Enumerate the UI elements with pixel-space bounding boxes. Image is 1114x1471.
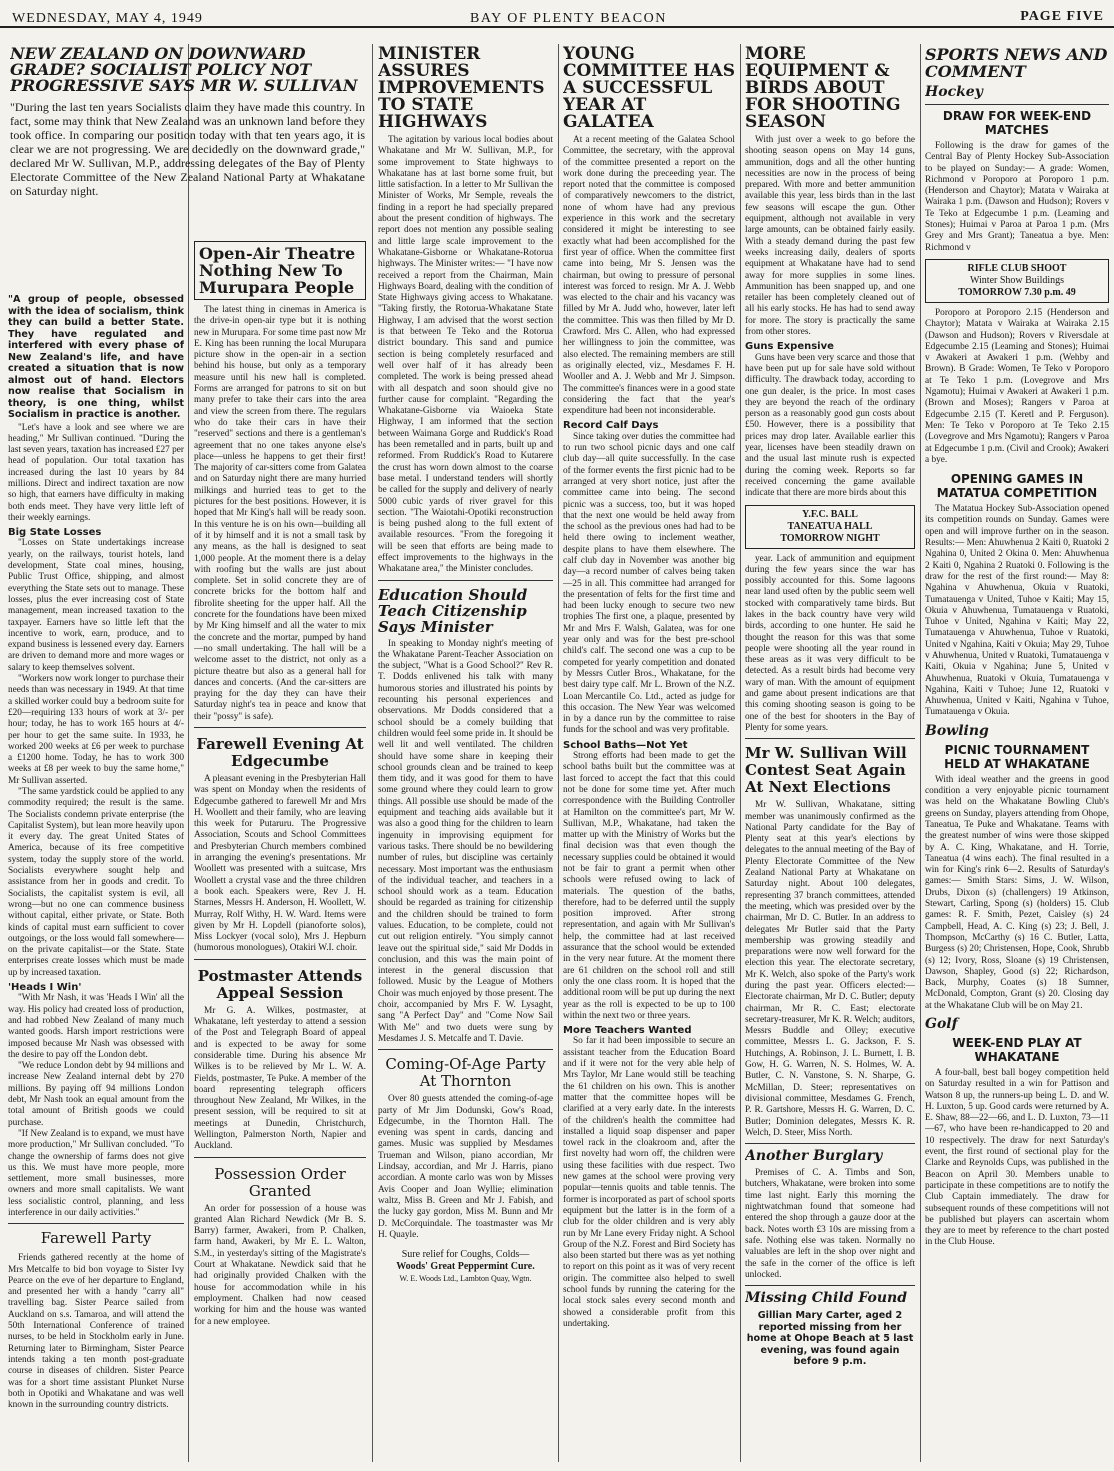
article-paragraph: Poroporo at Poroporo 2.15 (Henderson and Chaytor); Matata v Wairaka at Wairaka 2.15 (Dawson and Hudson); Rovers v Riversdale at Edgecumbe 2.15 (Leaming and Stones); Huimai v Awakeri at Awakeri 1 p.m. (Wehby and Brown). B Grade: Women, Te Teko v Poroporo at Te Teko 1 p.m. (Lovegrove and Mrs Ngamotu); Huimai v Awakeri at Awakeri 1 p.m. (Brown and Moses); Rangers v Paroa at Edgecumbe 2.15 (T. Keretl and P. Ferguson). Men: Te Teko v Poroporo at Te Teko 2.15 (Lovegrove and Mrs Ngamotu); Rangers v Paroa at Edgecumbe 1 p.m. (Civil and Crook); Awakeri a bye. — [925, 307, 1109, 465]
article-paragraph: Premises of C. A. Timbs and Son, butchers, Whakatane, were broken into some time last night. Early this morning the nightwatchman found that someone had entered the shop through a gauze door at the back. Notes worth £3 10s are missing from a safe. Nothing else was taken. Normally no valuables are left in the shop over night and the safe in the corner of the office is left unlocked. — [745, 1168, 915, 1280]
column-rule — [740, 44, 741, 1462]
divider — [378, 580, 553, 581]
ad-line: TOMORROW 7.30 p.m. — [958, 286, 1064, 298]
article-paragraph: Friends gathered recently at the home of Mrs Metcalfe to bid bon voyage to Sister Ivy Pearce on the eve of her departure to England, and presented her with a handy "carry all" travelling bag. Sister Pearce sailed from Auckland on s.s. Tamaroa, and will attend the 50th International Conference of trained nurses, to be held in Stockholm early in June. Returning later to Birmingham, Sister Pearce intends taking a ten month post-graduate course in diseases of children. Sister Pearce was for a short time assistant Plunket Nurse both in Opotiki and Whakatane and was well known in the surrounding country districts. — [8, 1253, 184, 1411]
subheading: 'Heads I Win' — [8, 982, 82, 994]
farewell-party-headline: Farewell Party — [40, 1229, 152, 1248]
divider — [194, 1157, 366, 1158]
postmaster-headline: Postmaster Attends Appeal Session — [197, 966, 363, 1002]
article-paragraph: In speaking to Monday night's meeting of the Whakatane Parent-Teacher Association on the subject, "What is a Good School?" Rev R. T. Dodds enlivened his talk with many humorous stories and illustrated his points by recounting his personal experiences and observations. Mr Dodds considered that a school should be a comely building that children would feel some pride in. It should be well lit and well ventilated. The children should have some share in keeping their school grounds clean and be trained to keep them tidy, and it was good for them to have some ground where they could learn to grow things. All possible use should be made of the equipment and teaching aids available but it was also a good thing for the children to learn ingenuity in improvising equipment for various tasks. There should be no bewildering number of rules, but discipline was certainly necessary. Most important was the enthusiasm of the individual teacher, and teachers in a school should work as a team. Education should be regarded as training for citizenship and the children should be trained to form values. Education, to be complete, could not cut out religion entirely. "You simply cannot leave out the spiritual side," said Mr Dodds in conclusion, and this was the main point of interest in the general discussion that followed. Music by the League of Mothers Choir was much enjoyed by those present. The choir, accompanied by Mrs F. W. Lysaght, sang "A Perfect Day" and "Come Now Sail With Me" and two duets were sung by Mesdames J. S. Metcalfe and T. Davie. — [378, 638, 553, 1044]
ad-line: Winter Show Buildings — [969, 274, 1065, 286]
subheading: Big State Losses — [8, 527, 102, 539]
rifle-advertisement — [925, 259, 1109, 303]
ad-line: TANEATUA HALL — [787, 520, 873, 532]
article-paragraph: So far it had been impossible to secure an assistant teacher from the Education Board and if it were not for the very able help of Mrs Taylor, Mr Lane would still be teaching the 61 children on his own. This is another matter that the committee hopes will be clarified at a very early date. In the interests of the children's health the committee had installed a liquid soap dispenser and paper towel rack in the cloakroom and, after the first novelty had worn off, the children were using these facilities with due respect. Two new games at the school were proving very popular—tennis quoits and table tennis. The former is incorporated as part of school sports equipment but the latter is in the form of a club for the older children and is very ably run by Mr Lane every Friday night. A School Group of the N.Z. Forest and Bird Society has also been started but there was as yet nothing to report on this point as it was of very recent origin. The committee also helped to swell school funds by running the catering for the local stock sales every second month and showed a considerable profit from this undertaking. — [563, 1036, 735, 1329]
column-5 — [745, 46, 915, 1466]
column-1-body — [8, 294, 184, 1466]
subheading: More Teachers Wanted — [563, 1025, 692, 1037]
column-3 — [378, 46, 553, 1466]
column-2 — [194, 236, 366, 1466]
education-headline: Education Should Teach Citizenship Says Minister — [378, 585, 528, 636]
draw-headline: DRAW FOR WEEK-END MATCHES — [942, 109, 1092, 137]
sports-section-title: SPORTS NEWS AND COMMENT — [925, 46, 1108, 81]
ball-advertisement — [745, 505, 915, 549]
highways-headline: MINISTER ASSURES IMPROVEMENTS TO STATE HIGHWAYS — [378, 46, 545, 132]
ad-line: Sure relief for Coughs, Colds— — [401, 1249, 530, 1261]
advertisement — [378, 1249, 553, 1285]
ad-line: TOMORROW NIGHT — [780, 532, 880, 544]
article-paragraph: "Workers now work longer to purchase their needs than was necessary in 1949. At that time a skilled worker could buy a bedroom suite for £20—requiring 133 hours of work at 3/- per hour; today, he has to work 165 hours at 4/- per hour to get the same suite. In 1933, he worked 200 weeks at £6 per week to purchase a £1200 home. Today, he has to work 300 weeks at £8 per week to buy the same home," Mr Sullivan asserted. — [8, 674, 184, 786]
burglary-headline: Another Burglary — [745, 1148, 883, 1165]
article-paragraph: year. Lack of ammunition and equipment during the few years since the war has possibly accounted for this. Some lagoons near land used often by the public seem well stocked with comparatively tame birds. But lakes in the back country have very wild birds, according to one hunter. He said he thought the reason for this was that some people were shooting all the year round in these areas as it was very difficult to be detected. As a result birds had become very wary of man. With the amount of equipment and game about present indications are that this coming shooting season is going to be one of the best for shooters in the Bay of Plenty for some years. — [745, 553, 915, 733]
column-6 — [925, 46, 1109, 1466]
article-paragraph: Since taking over duties the committee had to run two school picnic days and one calf club day—all quite successfully. In the case of the former events the first picnic had to be arranged at very short notice, just after the committee came into being. The second picnic was a success, too, but it was hoped that the next one would be held away from the school as the previous ones had had to be held there owing to inclement weather, despite plans to have them elsewhere. The calf club day in November was another big day—a record number of calves being taken—25 in all. This committee had arranged for the presentation of felts for the first time and had been lucky enough to secure two new trophies The first one, a plaque, presented by Mr and Mrs F. Walsh, Galatea, was for one year only and was for the best pre-school child's calf. The second one was a cup to be competed for yearly competition and donated by Messrs Cutler Bros., Whakatane, for the best dairy type calf. Mr L. Brown of the N.Z. Loan Mercantile Co. Ltd., acted as judge for this occasion. The New Year was welcomed in by a dance run by the committee to raise funds for the school and was very profitable. — [563, 431, 735, 736]
shooting-headline: MORE EQUIPMENT & BIRDS ABOUT FOR SHOOTING SEASON — [745, 46, 901, 132]
picnic-headline: PICNIC TOURNAMENT HELD AT WHAKATANE — [944, 742, 1090, 771]
masthead — [0, 0, 1114, 28]
article-paragraph: A pleasant evening in the Presbyterian Hall was spent on Monday when the residents of Edgecumbe gathered to farewell Mr and Mrs H. Woollett and their family, who are leaving this week for Putaruru. The Progressive Association, Scouts and School Committees and Presbyterian Church members combined in arranging the evening's presentations. Mr Woollett was presented with a suitcase, Mrs Woollett a crystal vase and the three children a book each. Speakers were, Rev J. H. Starnes, Messrs H. Anderson, H. Woollett, W. Murray, Rolf Withy, H. W. Ward. Items were given by Mr H. Lopdell (pianoforte solos), Miss Lockyer (vocal solo), Mrs J. Hepburn (humorous monologues), Otakiri W.I. choir. — [194, 773, 366, 954]
issue-date: WEDNESDAY, MAY 4, 1949 — [12, 11, 203, 26]
divider — [745, 1143, 915, 1144]
missing-child-headline: Missing Child Found — [745, 1290, 908, 1307]
ad-title: RIFLE CLUB SHOOT — [967, 262, 1067, 274]
subheading: Record Calf Days — [563, 420, 659, 432]
article-paragraph: With just over a week to go before the shooting season opens on May 14 guns, ammunition, dogs and all the other hunting necessities are now in the process of being prepared. With more and better ammunition available this year, less birds than in the last few seasons will escape the gun. Other equipment, although not available in very large amounts, can be obtained fairly easily. With a steady demand during the past few weeks increasing daily, dealers of sports equipment at Whakatane have had to send away for more supplies in some lines. Ammunition has been snapped up, and one retailer has been completely cleaned out of all his early stocks. He has had to send away for more. The story is practically the same from other stores. — [745, 135, 915, 338]
divider — [745, 738, 915, 739]
bowling-section: Bowling — [925, 722, 989, 739]
article-paragraph: Following is the draw for games of the Central Bay of Plenty Hockey Sub-Association to be played on Sunday:— A grade: Women, Richmond v Poroporo at Poroporo 1 p.m. (Henderson and Chaytor); Matata v Wairaka at Wairaka 1 p.m. (Dawson and Hudson); Rovers v Te Teko at Edgecumbe 1 p.m. (Leaming and Stones); Huimai v Paroa at Paroa 1 p.m. (Mrs Grey and Mrs Grant); Taneatua a bye. Men: Richmond v — [925, 141, 1109, 253]
article-paragraph: An order for possession of a house was granted Alan Richard Newdick (Mr B. S. Barry) farmer, Awakeri, from P. Chalken, farm hand, Awakeri, by Mr E. L. Walton, S.M., in yesterday's sitting of the Magistrate's Court at Whakatane. Newdick said that he had originally provided Chalken with the house for accommodation while in his employment. Chalken had now ceased working for him and the house was wanted for a new employee. — [194, 1203, 366, 1327]
ad-line: Woods' Great Peppermint Cure. — [396, 1261, 535, 1273]
subheading: School Baths—Not Yet — [563, 739, 688, 751]
article-paragraph: At a recent meeting of the Galatea School Committee, the secretary, with the approval of the committee presented a report on the work done during the preceeding year. The report noted that the committee is composed of comparatively newcomers to the district, none of whom have had any previous experience in this work and the secretary considered it might be interesting to see exactly what had been accomplished for the first year of office. When the committee first came into being, Mr S. Jensen was the chairman, but owing to pressure of personal interest was forced to resign. Mr A. J. Webb was elected to the chair and his vacancy was filled by Mr A. Judd who, however, later left the committee. This was then filled by Mr D. Crawford. Mrs C. Allen, who had expressed her willingness to join the committee, was also elected. The remaining members are still as originally elected, viz., Mesdames F. H. Wooller and A. J. Webb and Mr J. Simpson. The committee's finances were in a good state considering the fact that the year's expenditure had been not inconsiderable. — [563, 135, 735, 417]
sullivan-headline: Mr W. Sullivan Will Contest Seat Again At Next Elections — [745, 744, 907, 797]
edgecumbe-headline: Farewell Evening At Edgecumbe — [196, 734, 364, 770]
article-paragraph: "With Mr Nash, it was 'Heads I Win' all the way. His policy had created loss of production, and had robbed New Zealand of many much wanted goods. Harsh import restrictions were imposed because Mr Nash was obsessed with the desire to pay off the London debt. — [8, 993, 184, 1060]
column-rule — [188, 44, 189, 1462]
ad-number: 49 — [1065, 286, 1076, 298]
subheading: Guns Expensive — [745, 341, 834, 353]
article-paragraph: "Losses on State undertakings increase yearly, on the railways, tourist hotels, land development, State coal mines, housing, Public Trust Office, shipping, and almost everything the State sets out to manage. These losses, plus the ever increasing cost of State management, mean increased taxation to the taxpayer. Earners have so little left that the incentive to work, earn, produce, and to expand business is lessened every day. Earners are driven to demand more and more wages or salary to keep themselves solvent. — [8, 538, 184, 673]
divider — [194, 727, 366, 728]
article-paragraph: A four-ball, best ball bogey competition held on Saturday resulted in a win for Pattison and Watson 8 up, the runners-up being L. D. and W. H. Luxton, 5 up. Good cards were returned by A. E. Shaw, 88—22—66, and L. D. Luxton, 73—11—67, who have been re-handicapped to 20 and 10 respectively. The draw for next Saturday's event, the first round of sectional play for the Clarke and Reynolds Cups, was published in the Beacon on April 30. Members unable to participate in these competitions are to notify the Club Captain immediately. The draw for subsequent rounds of these competitions will not be published but players can ascertain whom they are to meet by reference to the chart posted in the Club House. — [925, 1068, 1109, 1248]
article-paragraph: "Let's have a look and see where we are heading," Mr Sullivan continued. "During the last seven years, taxation has increased £27 per head of population. Our total taxation has increased during the last 10 years by 84 millions. Direct and indirect taxation are now so high, that earners have difficulty in making both ends meet. They have very little left of their weekly earnings. — [8, 422, 184, 523]
divider — [378, 1049, 553, 1050]
opening-headline: OPENING GAMES IN MATATUA COMPETITION — [936, 472, 1098, 501]
article-paragraph: Mr G. A. Wilkes, postmaster, at Whakatane, left yesterday to attend a session of the Post and Telegraph Board of appeal and is expected to be away for some considerable time. During his absence Mr Wilkes is to be relieved by Mr L. W. A. Fields, postmaster, Te Puke. A member of the board representing telegraph officers throughout New Zealand, Mr Wilkes, in the present session, will be required to sit at meetings at Dunedin, Christchurch, Wellington, Palmerston North, Napier and Auckland. — [194, 1005, 366, 1152]
article-paragraph: "The same yardstick could be applied to any commodity required; the result is the same. The Socialists condemn private enterprise (the Capitalist System), but lean more heavily upon it every day. The great United States of America, because of its free competitive system, today the supply store of the world. Socialists everywhere sought help and assistance from her in goods and credit. To Socialists, the capitalist system is evil, all wrong—but no one can commence business without capital, either private, or State. Both kinds of capital must earn sufficient to cover outgoings, or the loss would fall somewhere—on the private capitalist—or the State. State enterprises create losses which must be made up by increased taxation. — [8, 787, 184, 978]
article-paragraph: "We reduce London debt by 94 millions and increase New Zealand internal debt by 270 millions. By paying off 94 millions London debt, Mr Nash took an equal amount from the total amount of British goods we could purchase. — [8, 1061, 184, 1128]
galatea-headline: YOUNG COMMITTEE HAS A SUCCESSFUL YEAR AT GALATEA — [563, 46, 735, 132]
divider — [8, 1223, 184, 1224]
lead-headline: NEW ZEALAND ON DOWNWARD GRADE? SOCIALIST POLICY NOT PROGRESSIVE SAYS MR W. SULLIVAN — [10, 46, 358, 95]
ad-line: W. E. Woods Ltd., Lambton Quay, Wgtn. — [399, 1274, 532, 1284]
lead-article-head — [10, 46, 365, 198]
pull-quote: "A group of people, obsessed with the idea of socialism, think they can build a better State. They have regulated and interfered with every phase of New Zealand's life, and have created a situation that is now almost out of hand. Electors now realise that Socialism in theory, is one thing, whilst Socialism in practice is another. — [8, 294, 184, 420]
article-paragraph: "If New Zealand is to expand, we must have more production," Mr Sullivan concluded. "To change the ownership of farms does not give us this. We must have more people, more settlement, more small businesses, more owners and more small capitalists. We want less socialistic control, planning, and less interference in our daily activities." — [8, 1128, 184, 1218]
article-paragraph: Gillian Mary Carter, aged 2 reported missing from her home at Ohope Beach at 5 last evening, was found again before 9 p.m. — [746, 1310, 914, 1368]
possession-headline: Possession Order Granted — [214, 1164, 346, 1200]
column-rule — [372, 44, 373, 1462]
column-rule — [920, 44, 921, 1462]
theatre-headline: Open-Air Theatre Nothing New To Murupara People — [199, 244, 356, 297]
divider — [194, 959, 366, 960]
article-paragraph: The Matatua Hockey Sub-Association opened its competition rounds on Sunday. Games were open and will improve further on in the season. Results:— Men: Ahuwhenua 2 Kaiti 0, Ruatoki 2 Ngahina 0, United 2 Okina 0. Men: Ahuwhenua 2 Kaiti 0, Ngahina 2 Ruatoki 0. Following is the draw for the rest of the first round:— May 8: Ngahina v Ahuwhenua, Okuia v Ruatoki, Tumatauenga v United, Tuhoe v Kaiti; May 15, Okuia v Ahuwhenua, Tumatauenga v Ruatoki, Tuhoe v United, Ngahina v Kaiti; May 22, Tumatauenga v Ahuwhenua, Tuhoe v Ruatoki, United v Ngahina, Kaiti v Okuia; May 29, Tuhoe v Ahuwhenua, United v Ruatoki, Tumatauenga v Kaiti, Okuia v Ngahina; June 5, United v Ahuwhenua, Ruatoki v Okuia, Tumatauenga v Ngahina, Kaiti v Tuhoe; June 12, Ruatoki v Ahuwhenua, United v Kaiti, Ngahina v Tuhoe, Tumatauenga v Okuia. — [925, 504, 1109, 718]
column-4 — [563, 46, 735, 1466]
lead-intro: "During the last ten years Socialists claim they have made this country. In fact, some may think that New Zealand was an unknown land before they took office. In comparing our position today with that ten years ago, it is clear we are not progressing. We are decidedly on the downward grade," declared Mr W. Sullivan, M.P., addressing delegates of the Bay of Plenty Electorate Committee of the New Zealand National Party at Whakatane on Saturday night. — [10, 100, 365, 198]
column-rule — [558, 44, 559, 1462]
article-paragraph: Mr W. Sullivan, Whakatane, sitting member was unanimously confirmed as the National Party candidate for the Bay of Plenty seat at this year's elections by delegates to the annual meeting of the Bay of Plenty Electorate Committee of the New Zealand National Party at Whakatane on Saturday night. About 100 delegates, representing 37 branch committees, attended the meeting, which was presided over by the chairman, Mr D. C. Butler. In an address to delegates Mr Butler said that the Party membership was growing steadily and preparations were now well forward for the election this year. The electorate secretary, Mr K. Welch, also spoke of the Party's work during the past year. Officers elected:— Electorate chairman, Mr D. C. Butler; deputy chairman, Mr R. C. East; electorate secretary-treasurer, Mr K. R. Welch; auditors, Messrs Buddle and Olley; executive committee, Messrs L. G. Jackson, F. S. Hutchings, A. Robinson, J. L. Burnett, I. B. Gow, H. G. Warren, N. S. Holmes, W. A. Butler, C. N. Vanstone, S. N. Sharpe, G. McMillan, D. Steer; representatives on divisional committee, Mesdames G. French, P. R. Gartshore, Messrs H. G. Warren, D. C. Butler; Dominion delegates, Messrs K. R. Welch, D. Steer, Miss North. — [745, 800, 915, 1138]
ad-title: Y.F.C. BALL — [802, 508, 858, 520]
divider — [745, 1285, 915, 1286]
article-paragraph: Strong efforts had been made to get the school baths built but the committee was at last forced to accept the fact that this could not be done for some time yet. After much correspondence with the Building Controller at Hamilton on the committee's part, Mr W. Sullivan, M.P., Whakatane, had taken the matter up with the Ministry of Works but the final decision was that even though the necessary supplies could be obtained it would not be fair to grant a permit when other schools were refused owing to lack of materials. The question of the baths, therefore, had to be deferred until the supply position improved. After strong representation, and again with Mr Sullivan's help, the committee had at last received assurance that the school would be extended in the very near future. At the moment there are 61 children on the school roll and still only the one class room. It is hoped that the additional room will be put up during the next year as the roll is expected to be up to 100 within the next two or three years. — [563, 751, 735, 1021]
article-paragraph: The agitation by various local bodies about Whakatane and Mr W. Sullivan, M.P., for some improvement to State highways to Whakatane has at last borne some fruit, but little satisfaction. In a letter to Mr Sullivan the Minister of Works, Mr Semple, reveals the finding in a report he had specially prepared about the present condition of highways. The report does not mention any possible sealing and little large scale improvement to the Whakatane-Gisborne or Whakatane-Rotorua highways. The Minister writes:— "I have now received a report from the Chairman, Main Highways Board, dealing with the condition of State Highways giving access to Whakatane. "Taking firstly, the Rotorua-Whakatane State Highway, I am advised that the worst section is that between Te Teko and the Rotorua district boundary. This sand and pumice section is being completely resurfaced and well over half of it has already been completed. The work is being pressed ahead with all despatch and soon should give no further cause for complaint. "Regarding the Whakatane-Gisborne via Waioeka State Highway, I am informed that the section between Waimana Gorge and Ruddick's Road has been remetalled and in parts, built up and reformed. From Ruddick's Road to Kutarere the crust has worn down almost to the coarse base metal. I understand tenders will shortly be called for the supply and delivery of nearly 5000 cubic yards of river gravel for this section. "The Waiotahi-Opotiki reconstruction is being pushed along to the full extent of available resources. "From the foregoing it will be seen that efforts are being made to effect improvements to the highways in the Whakatane area," the Minister concludes. — [378, 135, 553, 575]
article-paragraph: The latest thing in cinemas in America is the drive-in open-air type but it is nothing new in Murupara. For some time past now Mr E. King has been running the local Murupara picture show in the open-air in a section behind his house, but only as a temporary measure until his new hall is completed. Forms are arranged for patrons to sit on but many prefer to take their cars into the area and view the screen from there. The regulars who do take their cars in have their "reserved" sections and there is a gentleman's agreement that no one takes anyone else's place—unless he happens to get their first! The majority of car-sitters come from Galatea and on Saturday night there are many hurried milkings and hurried teas to get to the pictures for the best positions. However, it is hoped that Mr King's hall will be ready soon. In this venture he is on his own—building all of it by himself and it is not a small task by any means, as the hall is designed to seat 1,000 people. At the moment there is a delay with roofing but the walls are just about complete. Set in solid concrete they are of concrete bricks for the bottom half and fibrolite sheeting for the upper half. All the concrete for the foundations have been mixed by Mr King himself and all the water to mix the concrete and the mortar, pumped by hand—no small undertaking. The hall will be a welcome asset to the district, not only as a picture theatre but also as a general hall for dances and concerts. (And the car-sitters are praying for the day they can have their Saturday night's tea in peace and know that their "possy" is safe). — [194, 305, 366, 722]
golf-section: Golf — [925, 1016, 958, 1032]
coming-of-age-headline: Coming-Of-Age Party At Thornton — [385, 1055, 546, 1091]
article-paragraph: Guns have been very scarce and those that have been put up for sale have sold without difficulty. The drawback today, according to one gun dealer, is the price. In most cases they are beyond the reach of the ordinary person as a reasonably good gun costs about £50. However, there is a possibility that prices may drop later. Available earlier this year, licenses have been steadily drawn on and the usual last minute rush is expected during the coming week. Reports so far received concerning the game available indicate that there are more birds about this — [745, 352, 915, 499]
article-paragraph: With ideal weather and the greens in good condition a very enjoyable picnic tournament was held on the Whakatane Bowling Club's greens on Sunday, players attending from Ohope, Taneatua, Te Puke and Whakatane. Teams with the greatest number of wins were those skipped by A. C. King, Whakatane, and H. Torrie, Taneatua (4 wins each). The final resulted in a win for King's rink 6—2. Results of Saturday's games:— Smith Stars: Sims, J. W. Wilson, Drubs, Dixon (s) (challengers) 19 Atkinson, Stewart, Carling, Spong (s) (holders) 15. Club games: R. F. Smith, Pezet, Caisley (s) 24 Campbell, Head, A. C. King (s) 23; J. Bell, J. Thompson, McCarthy (s) 16 C. Butler, Latta, Burgess (s) 20; Christensen, Hope, Cook, Shrubb (s) 12; Ivory, Ross, Sloane (s) 19 Christensen, Dawson, Shapley, Good (s) 22; Richardson, Back, Murphy, Coates (s) 18 Sumner, McDonald, Compton, Grant (s) 20. Closing day at the Whakatane Club will be on May 21. — [925, 774, 1109, 1011]
hockey-section: Hockey — [925, 84, 983, 100]
newspaper-name: BAY OF PLENTY BEACON — [470, 11, 667, 26]
golf-headline: WEEK-END PLAY AT WHAKATANE — [952, 1036, 1082, 1064]
page-number: PAGE FIVE — [1020, 9, 1104, 24]
divider — [925, 104, 1109, 105]
article-paragraph: Over 80 guests attended the coming-of-age party of Mr Jim Dodunski, Gow's Road, Edgecumbe, in the Thornton Hall. The evening was spent in cards, dancing and games. Music was supplied by Mesdames Trueman and Wilson, piano accordian, Mr Lindsay, accordian, and Mr J. Harris, piano accordian. A monte carlo was won by Misses Avis Cooper and Joan Wyllie; elimination waltz, Miss B. Green and Mr J. Fabish, and the lucky gay gordon, Miss M. Bunn and Mr D. McCorquindale. The toastmaster was Mr H. Quayle. — [378, 1094, 553, 1240]
